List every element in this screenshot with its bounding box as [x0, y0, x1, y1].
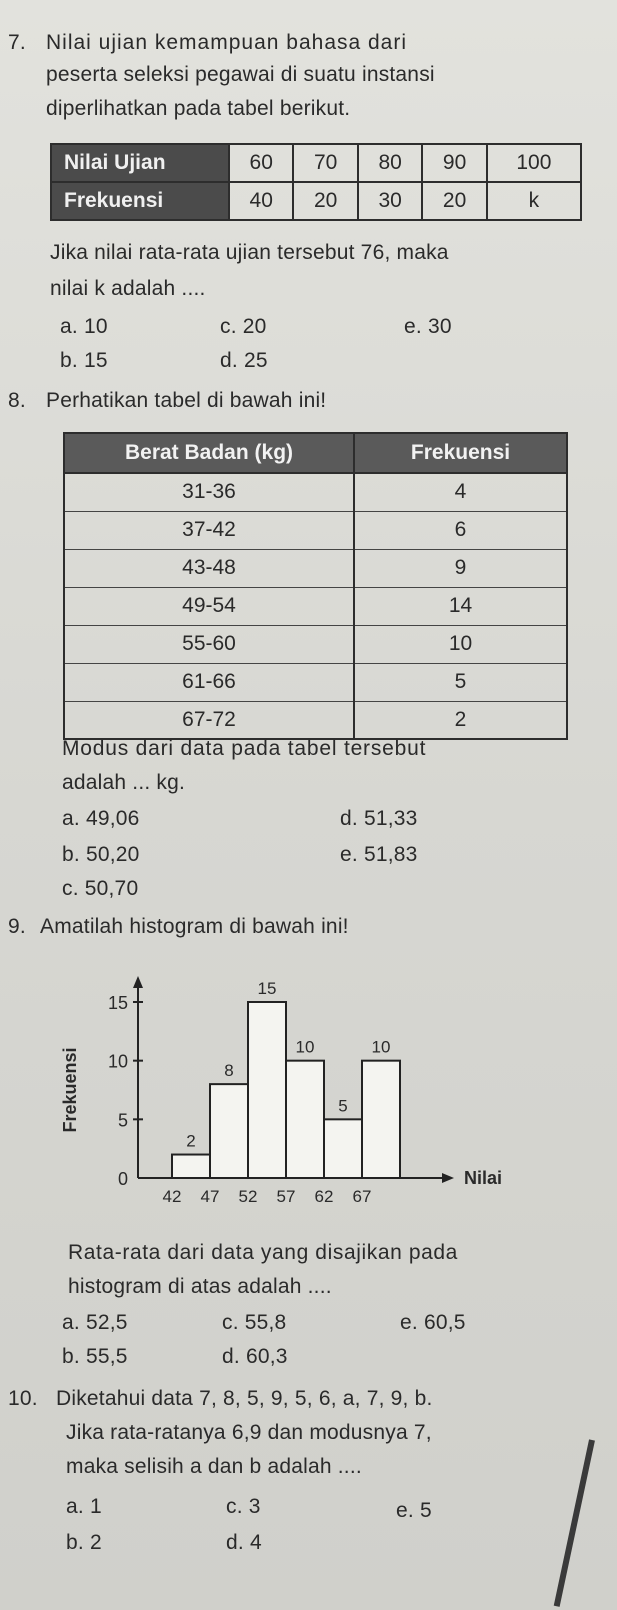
table-cell: 55-60: [64, 625, 354, 663]
table-row: [64, 511, 567, 549]
table-cell: 10: [354, 625, 567, 663]
table-cell: 30: [358, 182, 422, 220]
bar-value-label: 10: [371, 1037, 391, 1057]
q8-table: [63, 432, 568, 740]
histogram-bar: [172, 1155, 210, 1178]
q8-intro: Perhatikan tabel di bawah ini!: [46, 389, 327, 412]
table-cell: 80: [358, 144, 422, 182]
table-row: [51, 182, 581, 220]
bar-value-label: 10: [295, 1037, 315, 1057]
q8-question-line1: Modus dari data pada tabel tersebut: [62, 737, 427, 760]
q8-option-b[interactable]: b. 50,20: [62, 843, 140, 866]
histogram-bar: [362, 1061, 400, 1178]
q7-line2: peserta seleksi pegawai di suatu instansi: [46, 63, 435, 86]
table-cell: 100: [487, 144, 581, 182]
bar-value-label: 15: [257, 979, 277, 998]
table-cell: 31-36: [64, 473, 354, 511]
q10-option-a[interactable]: a. 1: [66, 1495, 102, 1518]
q7-line3: diperlihatkan pada tabel berikut.: [46, 97, 351, 120]
table-header-row: [64, 433, 567, 473]
q9-question-line1: Rata-rata dari data yang disajikan pada: [68, 1241, 458, 1264]
q10-option-c[interactable]: c. 3: [226, 1495, 261, 1518]
q9-intro: Amatilah histogram di bawah ini!: [40, 915, 349, 938]
q8-number: 8.: [8, 389, 26, 412]
q7-option-a[interactable]: a. 10: [60, 315, 108, 338]
q7-question-line1: Jika nilai rata-rata ujian tersebut 76, maka: [50, 241, 449, 264]
table-cell: 67-72: [64, 701, 354, 739]
q7-option-d[interactable]: d. 25: [220, 349, 268, 372]
table-row: [51, 144, 581, 182]
histogram-bar: [248, 1002, 286, 1178]
table-row: [64, 587, 567, 625]
histogram-bar: [210, 1084, 248, 1178]
bar-value-label: 8: [224, 1061, 234, 1081]
q9-option-b[interactable]: b. 55,5: [62, 1345, 128, 1368]
q7-table: [50, 143, 582, 221]
q9-option-a[interactable]: a. 52,5: [62, 1311, 128, 1334]
table-cell: 40: [229, 182, 293, 220]
y-axis-arrow-icon: [133, 976, 143, 988]
q10-line2: Jika rata-ratanya 6,9 dan modusnya 7,: [66, 1421, 432, 1444]
histogram-bar: [286, 1061, 324, 1178]
q9-option-e[interactable]: e. 60,5: [400, 1311, 466, 1334]
x-axis-label: Nilai: [464, 1168, 503, 1188]
q10-option-b[interactable]: b. 2: [66, 1531, 102, 1554]
y-tick-label: 5: [117, 1110, 128, 1131]
q7-question-line2: nilai k adalah ....: [50, 277, 206, 300]
table-cell: 49-54: [64, 587, 354, 625]
table-cell: k: [487, 182, 581, 220]
q8-header-weight: Berat Badan (kg): [64, 433, 354, 473]
x-tick-label: 42: [162, 1187, 182, 1206]
q7-option-b[interactable]: b. 15: [60, 349, 108, 372]
q8-option-e[interactable]: e. 51,83: [340, 843, 418, 866]
q10-number: 10.: [8, 1387, 38, 1410]
table-cell: 60: [229, 144, 293, 182]
table-cell: 20: [422, 182, 486, 220]
table-cell: 90: [422, 144, 486, 182]
q10-option-e[interactable]: e. 5: [396, 1499, 432, 1522]
q8-option-d[interactable]: d. 51,33: [340, 807, 418, 830]
bar-value-label: 2: [186, 1131, 196, 1151]
q7-option-e[interactable]: e. 30: [404, 315, 452, 338]
table-cell: 20: [293, 182, 357, 220]
table-row: [64, 663, 567, 701]
y-tick-label: 15: [107, 993, 128, 1013]
x-tick-label: 57: [276, 1187, 296, 1206]
table-row: [64, 549, 567, 587]
x-tick-label: 62: [314, 1187, 334, 1206]
q9-number: 9.: [8, 915, 26, 938]
q8-header-frequency: Frekuensi: [354, 433, 567, 473]
table-cell: 70: [293, 144, 357, 182]
x-axis-arrow-icon: [442, 1173, 454, 1183]
table-cell: 9: [354, 549, 567, 587]
q7-line1: Nilai ujian kemampuan bahasa dari: [46, 31, 408, 54]
x-tick-label: 47: [200, 1187, 220, 1206]
table-cell: 37-42: [64, 511, 354, 549]
q7-row1-label: Nilai Ujian: [51, 144, 229, 182]
q9-question-line2: histogram di atas adalah ....: [68, 1275, 332, 1298]
q7-row2-label: Frekuensi: [51, 182, 229, 220]
table-cell: 14: [354, 587, 567, 625]
table-cell: 6: [354, 511, 567, 549]
q10-line1: Diketahui data 7, 8, 5, 9, 5, 6, a, 7, 9, b.: [56, 1387, 433, 1410]
q7-number: 7.: [8, 31, 26, 54]
q8-option-a[interactable]: a. 49,06: [62, 807, 140, 830]
y-axis-label: Frekuensi: [60, 1047, 80, 1133]
y-tick-label: 0: [117, 1169, 128, 1189]
y-tick-label: 10: [107, 1051, 128, 1072]
bar-value-label: 5: [338, 1096, 348, 1116]
q10-option-d[interactable]: d. 4: [226, 1531, 262, 1554]
table-cell: 61-66: [64, 663, 354, 701]
table-row: [64, 473, 567, 511]
x-tick-label: 67: [352, 1187, 372, 1206]
q7-option-c[interactable]: c. 20: [220, 315, 267, 338]
table-cell: 4: [354, 473, 567, 511]
x-tick-label: 52: [238, 1187, 258, 1206]
histogram-chart: [60, 950, 530, 1210]
q8-question-line2: adalah ... kg.: [62, 771, 186, 794]
q10-line3: maka selisih a dan b adalah ....: [66, 1455, 362, 1478]
q8-option-c[interactable]: c. 50,70: [62, 877, 139, 900]
q9-option-c[interactable]: c. 55,8: [222, 1311, 287, 1334]
histogram-bar: [324, 1119, 362, 1178]
q9-option-d[interactable]: d. 60,3: [222, 1345, 288, 1368]
table-cell: 5: [354, 663, 567, 701]
table-cell: 43-48: [64, 549, 354, 587]
table-cell: 2: [354, 701, 567, 739]
table-row: [64, 625, 567, 663]
